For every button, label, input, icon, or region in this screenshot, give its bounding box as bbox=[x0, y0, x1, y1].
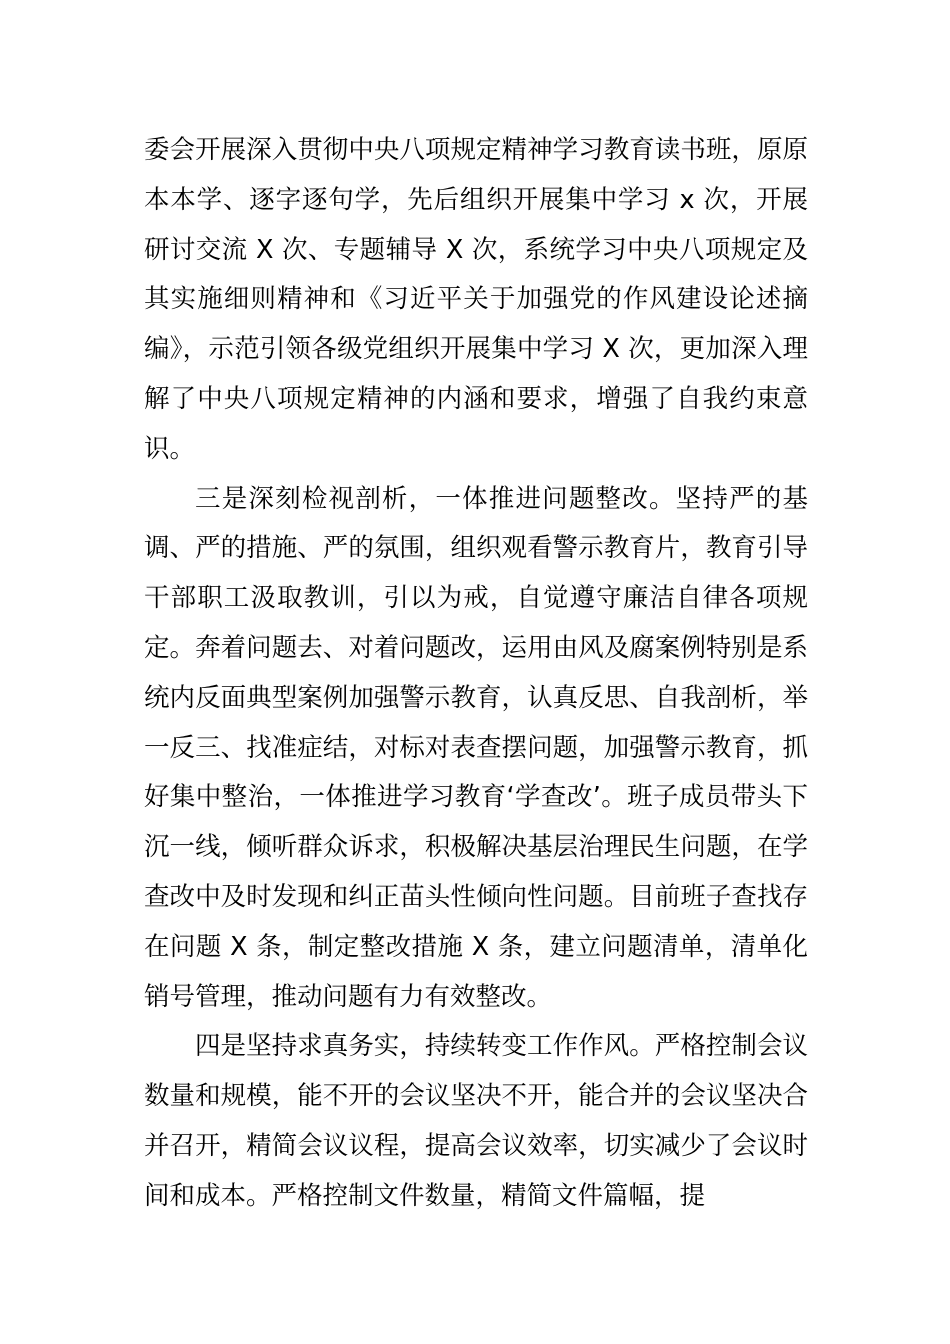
document-page bbox=[144, 126, 808, 1222]
paragraph-item-four: 四是坚持求真务实，持续转变工作作风。严格控制会议数量和规模，能不开的会议坚决不开，能合并的会议坚决合并召开，精简会议议程，提高会议效率，切实减少了会议时间和成本。严格控制文件数量，精简文件篇幅，提 bbox=[144, 1031, 808, 1211]
paragraph-continuation: 委会开展深入贯彻中央八项规定精神学习教育读书班，原原本本学、逐字逐句学，先后组织开展集中学习 x 次，开展研讨交流 X 次、专题辅导 X 次，系统学习中央八项规定及其实施细则精神和《习近平关于加强党的作风建设论述摘编》，示范引领各级党组织开展集中学习 X 次，更加深入理解了中央八项规定精神的内涵和要求，增强了自我约束意识。 bbox=[144, 135, 808, 464]
paragraph-item-three: 三是深刻检视剖析，一体推进问题整改。坚持严的基调、严的措施、严的氛围，组织观看警示教育片，教育引导干部职工汲取教训，引以为戒，自觉遵守廉洁自律各项规定。奔着问题去、对着问题改，运用由风及腐案例特别是系统内反面典型案例加强警示教育，认真反思、自我剖析，举一反三、找准症结，对标对表查摆问题，加强警示教育，抓好集中整治，一体推进学习教育‘学查改’。班子成员带头下沉一线，倾听群众诉求，积极解决基层治理民生问题，在学查改中及时发现和纠正苗头性倾向性问题。目前班子查找存在问题 X 条，制定整改措施 X 条，建立问题清单，清单化销号管理，推动问题有力有效整改。 bbox=[144, 483, 808, 1012]
